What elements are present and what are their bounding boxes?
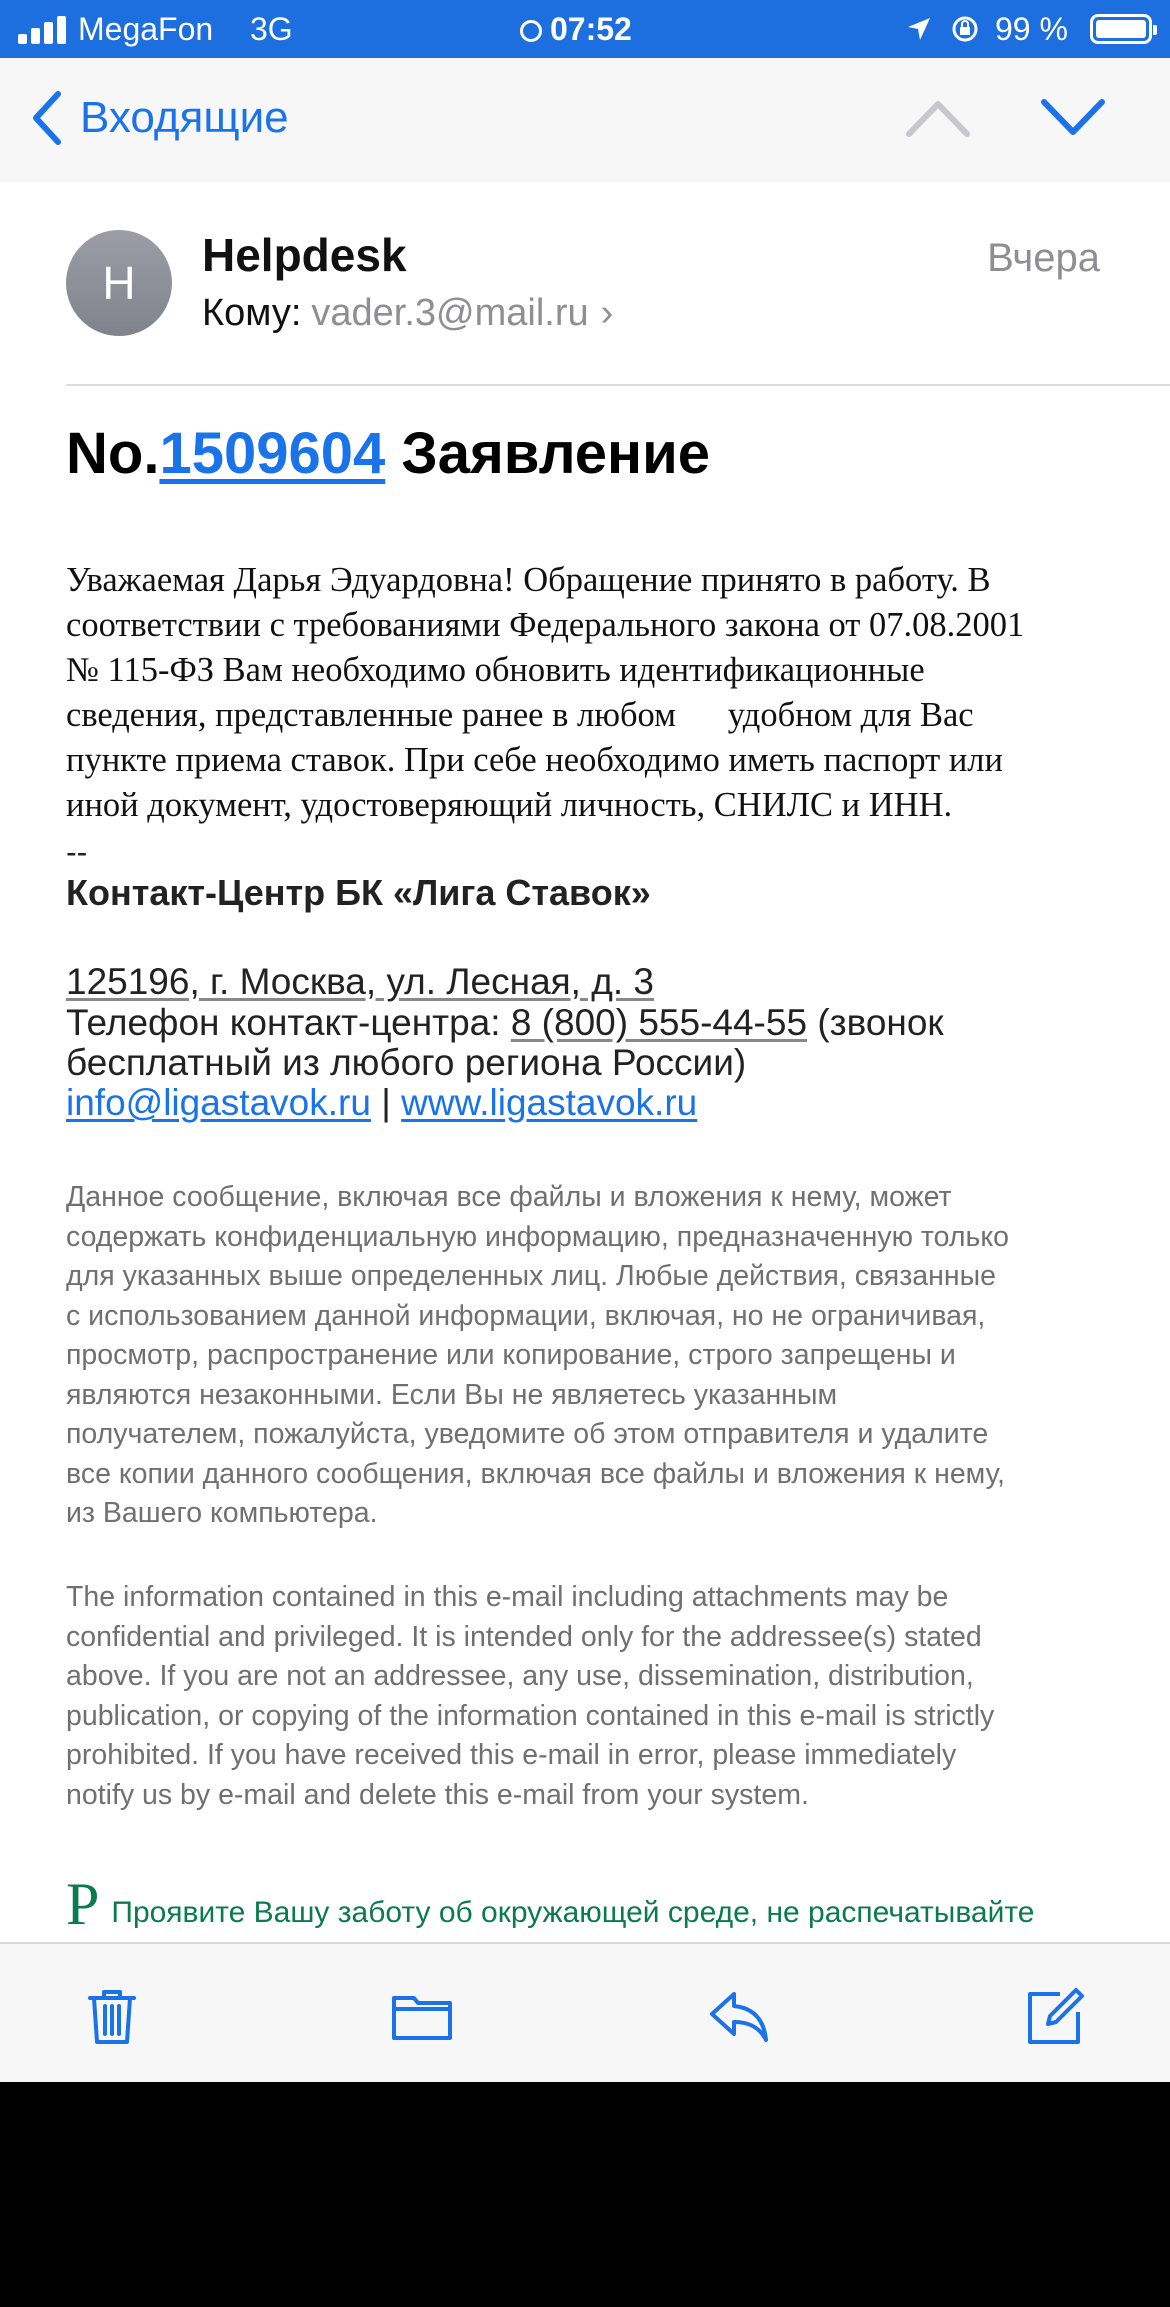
header-divider xyxy=(66,384,1170,386)
disclaimer-line: из Вашего компьютера. xyxy=(66,1497,378,1529)
chevron-left-icon xyxy=(30,90,62,146)
disclaimer-line: notify us by e-mail and delete this e-mail from your system. xyxy=(66,1778,809,1811)
subject-prefix: No. xyxy=(66,421,160,486)
message-subject xyxy=(66,420,710,487)
signal-icon xyxy=(18,14,70,44)
phone-block xyxy=(66,1003,1126,1083)
body-line: № 115-ФЗ Вам необходимо обновить идентификационные xyxy=(66,651,925,689)
alarm-icon xyxy=(520,20,542,42)
body-line: пункте приема ставок. При себе необходимо иметь паспорт или xyxy=(66,741,1003,779)
message-body xyxy=(66,558,1116,828)
back-label: Входящие xyxy=(80,93,289,142)
trash-icon[interactable] xyxy=(80,1984,144,2048)
battery-percent: 99 % xyxy=(995,11,1068,47)
disclaimer-line: все копии данного сообщения, включая все файлы и вложения к нему, xyxy=(66,1457,1005,1490)
sender-name[interactable]: Helpdesk xyxy=(202,229,407,281)
nav-bar xyxy=(0,58,1170,182)
avatar: H xyxy=(66,230,172,336)
disclaimer-line: prohibited. If you have received this e-mail in error, please immediately xyxy=(66,1739,957,1771)
battery-icon xyxy=(1090,14,1152,44)
body-line: сведения, представленные ранее в любом удобном для Вас xyxy=(66,696,974,734)
disclaimer-line: получателем, пожалуйста, уведомите об этом отправителя и удалите xyxy=(66,1418,989,1450)
company-address[interactable] xyxy=(66,962,654,1002)
eco-logo: P xyxy=(66,1871,100,1937)
chevron-right-icon: › xyxy=(600,292,614,334)
disclaimer-line: Данное сообщение, включая все файлы и вложения к нему, может xyxy=(66,1181,952,1213)
phone-link[interactable]: 8 (800) 555-44-55 xyxy=(510,1002,808,1043)
signature-separator: -- xyxy=(66,834,88,870)
folder-icon[interactable] xyxy=(390,1984,454,2048)
network-type: 3G xyxy=(250,11,293,47)
recipient-line[interactable] xyxy=(202,292,613,335)
status-bar xyxy=(0,0,1170,58)
bottom-toolbar xyxy=(0,1942,1170,2082)
disclaimer-line: с использованием данной информации, включая, но не ограничивая, xyxy=(66,1299,986,1332)
to-label: Кому: xyxy=(202,292,302,334)
disclaimer-line: содержать конфиденциальную информацию, предназначенную только xyxy=(66,1220,1009,1253)
message-date: Вчера xyxy=(987,236,1100,280)
disclaimer-line: являются незаконными. Если Вы не являетесь указанным xyxy=(66,1378,838,1411)
contact-links xyxy=(66,1083,697,1123)
phone-note: (звонок бесплатный из любого региона России) xyxy=(66,1002,944,1083)
disclaimer-line: confidential and privileged. It is intended only for the addressee(s) stated xyxy=(66,1620,982,1653)
eco-notice xyxy=(66,1870,1034,1939)
disclaimer-english xyxy=(66,1578,1126,1815)
disclaimer-line: для указанных выше определенных лиц. Любые действия, связанные xyxy=(66,1260,996,1292)
clock xyxy=(520,10,680,48)
subject-number-link[interactable]: 1509604 xyxy=(159,421,386,486)
company-name: Контакт-Центр БК «Лига Ставок» xyxy=(66,872,651,913)
body-line: Уважаемая Дарья Эдуардовна! Обращение принято в работу. В xyxy=(66,561,991,599)
rotation-lock-icon xyxy=(950,14,980,44)
email-link[interactable]: info@ligastavok.ru xyxy=(66,1082,371,1123)
next-message-button[interactable] xyxy=(1040,88,1106,148)
clock-time: 07:52 xyxy=(550,11,632,47)
disclaimer-line: publication, or copying of the information contained in this e-mail is strictly xyxy=(66,1699,995,1732)
compose-icon[interactable] xyxy=(1022,1984,1086,2048)
previous-message-button[interactable] xyxy=(905,88,971,148)
address-link[interactable]: 125196, г. Москва, ул. Лесная, д. 3 xyxy=(66,961,654,1002)
carrier-name: MegaFon xyxy=(78,11,214,47)
body-line: иной документ, удостоверяющий личность, СНИЛС и ИНН. xyxy=(66,786,953,824)
disclaimer-line: The information contained in this e-mail including attachments may be xyxy=(66,1581,949,1613)
eco-text: Проявите Вашу заботу об окружающей среде, не распечатывайте xyxy=(111,1896,1035,1929)
disclaimer-russian xyxy=(66,1178,1126,1534)
subject-title: Заявление xyxy=(401,421,710,486)
back-button[interactable] xyxy=(30,88,289,148)
body-line: соответствии с требованиями Федерального закона от 07.08.2001 xyxy=(66,606,1025,644)
recipient-address: vader.3@mail.ru xyxy=(311,292,589,334)
disclaimer-line: просмотр, распространение или копирование, строго запрещены и xyxy=(66,1339,956,1371)
disclaimer-line: above. If you are not an addressee, any use, dissemination, distribution, xyxy=(66,1660,974,1692)
phone-label: Телефон контакт-центра: xyxy=(66,1002,501,1043)
link-separator: | xyxy=(381,1082,391,1123)
website-link[interactable]: www.ligastavok.ru xyxy=(401,1082,698,1123)
reply-icon[interactable] xyxy=(706,1984,770,2048)
location-icon xyxy=(906,16,932,42)
